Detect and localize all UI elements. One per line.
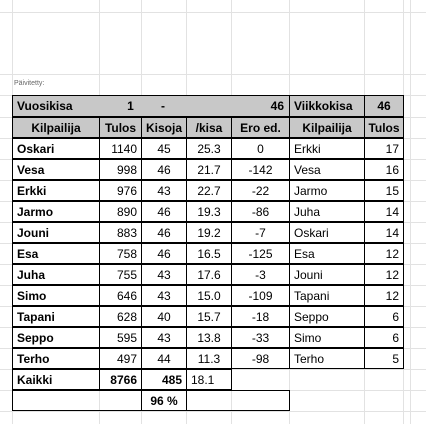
weekly-name-cell: Tapani: [289, 285, 365, 306]
weekly-name-cell: Jarmo: [289, 180, 365, 201]
total-tulos: 8766: [99, 369, 142, 390]
season-cell: 40: [141, 306, 187, 327]
season-round-to: 46: [270, 99, 284, 113]
season-cell: 43: [141, 264, 187, 285]
percent-row-left: [12, 390, 142, 411]
weekly-name-cell: Simo: [289, 327, 365, 348]
season-cell: 46: [141, 243, 187, 264]
season-cell: 16.5: [186, 243, 232, 264]
season-round-from: 1: [127, 99, 134, 113]
season-cell: -142: [231, 159, 290, 180]
season-cell: 22.7: [186, 180, 232, 201]
season-header-3: /kisa: [186, 117, 232, 138]
season-cell: 883: [99, 222, 142, 243]
season-cell: -18: [231, 306, 290, 327]
gridline: [0, 12, 426, 13]
weekly-score-cell: 14: [364, 222, 404, 243]
season-cell: -125: [231, 243, 290, 264]
weekly-score-cell: 12: [364, 243, 404, 264]
season-cell: Esa: [12, 243, 100, 264]
season-cell: -109: [231, 285, 290, 306]
season-cell: -86: [231, 201, 290, 222]
weekly-name-cell: Juha: [289, 201, 365, 222]
season-cell: 43: [141, 285, 187, 306]
weekly-score-cell: 6: [364, 306, 404, 327]
weekly-score-cell: 12: [364, 264, 404, 285]
weekly-name-cell: Vesa: [289, 159, 365, 180]
season-header-4: Ero ed.: [231, 117, 290, 138]
season-cell: -33: [231, 327, 290, 348]
season-cell: 976: [99, 180, 142, 201]
season-cell: -98: [231, 348, 290, 369]
season-cell: -7: [231, 222, 290, 243]
season-cell: -3: [231, 264, 290, 285]
season-cell: 25.3: [186, 138, 232, 159]
season-cell: Jouni: [12, 222, 100, 243]
season-cell: Terho: [12, 348, 100, 369]
total-label: Kaikki: [12, 369, 100, 390]
season-cell: 497: [99, 348, 142, 369]
season-cell: Jarmo: [12, 201, 100, 222]
season-cell: 755: [99, 264, 142, 285]
season-cell: 998: [99, 159, 142, 180]
season-cell: 11.3: [186, 348, 232, 369]
weekly-round: 46: [364, 95, 404, 117]
season-header-0: Kilpailija: [12, 117, 100, 138]
season-cell: 646: [99, 285, 142, 306]
season-cell: 15.0: [186, 285, 232, 306]
season-cell: 43: [141, 327, 187, 348]
weekly-name-cell: Terho: [289, 348, 365, 369]
season-header-1: Tulos: [99, 117, 142, 138]
season-cell: 43: [141, 180, 187, 201]
season-cell: 19.2: [186, 222, 232, 243]
season-cell: Simo: [12, 285, 100, 306]
weekly-header-1: Tulos: [364, 117, 404, 138]
season-cell: Tapani: [12, 306, 100, 327]
weekly-name-cell: Seppo: [289, 306, 365, 327]
season-title: Vuosikisa: [17, 99, 73, 113]
weekly-score-cell: 16: [364, 159, 404, 180]
season-cell: 44: [141, 348, 187, 369]
weekly-header-0: Kilpailija: [289, 117, 365, 138]
total-kisoja: 485: [141, 369, 187, 390]
gridline: [0, 411, 426, 412]
season-cell: 19.3: [186, 201, 232, 222]
season-cell: 46: [141, 201, 187, 222]
season-header-2: Kisoja: [141, 117, 187, 138]
total-per: 18.1: [186, 369, 232, 390]
season-cell: Erkki: [12, 180, 100, 201]
season-cell: 13.8: [186, 327, 232, 348]
season-cell: 595: [99, 327, 142, 348]
weekly-name-cell: Erkki: [289, 138, 365, 159]
percent-value: 96 %: [141, 390, 187, 411]
cut-off-label: Päivitetty:: [14, 80, 45, 87]
weekly-score-cell: 14: [364, 201, 404, 222]
weekly-score-cell: 15: [364, 180, 404, 201]
weekly-score-cell: 17: [364, 138, 404, 159]
weekly-score-cell: 6: [364, 327, 404, 348]
percent-row-right: [186, 390, 290, 411]
season-cell: -22: [231, 180, 290, 201]
season-cell: Oskari: [12, 138, 100, 159]
season-cell: 890: [99, 201, 142, 222]
weekly-score-cell: 5: [364, 348, 404, 369]
season-cell: 628: [99, 306, 142, 327]
season-cell: 45: [141, 138, 187, 159]
gridline: [410, 0, 411, 424]
season-cell: 0: [231, 138, 290, 159]
season-cell: 17.6: [186, 264, 232, 285]
season-cell: 758: [99, 243, 142, 264]
weekly-name-cell: Jouni: [289, 264, 365, 285]
season-dash: -: [161, 99, 165, 113]
season-cell: Vesa: [12, 159, 100, 180]
season-cell: Juha: [12, 264, 100, 285]
gridline: [0, 74, 426, 75]
weekly-name-cell: Oskari: [289, 222, 365, 243]
season-cell: 1140: [99, 138, 142, 159]
season-cell: 21.7: [186, 159, 232, 180]
season-cell: 15.7: [186, 306, 232, 327]
season-cell: Seppo: [12, 327, 100, 348]
weekly-title: Viikkokisa: [289, 95, 365, 117]
season-cell: 46: [141, 159, 187, 180]
season-cell: 46: [141, 222, 187, 243]
weekly-name-cell: Esa: [289, 243, 365, 264]
weekly-score-cell: 12: [364, 285, 404, 306]
